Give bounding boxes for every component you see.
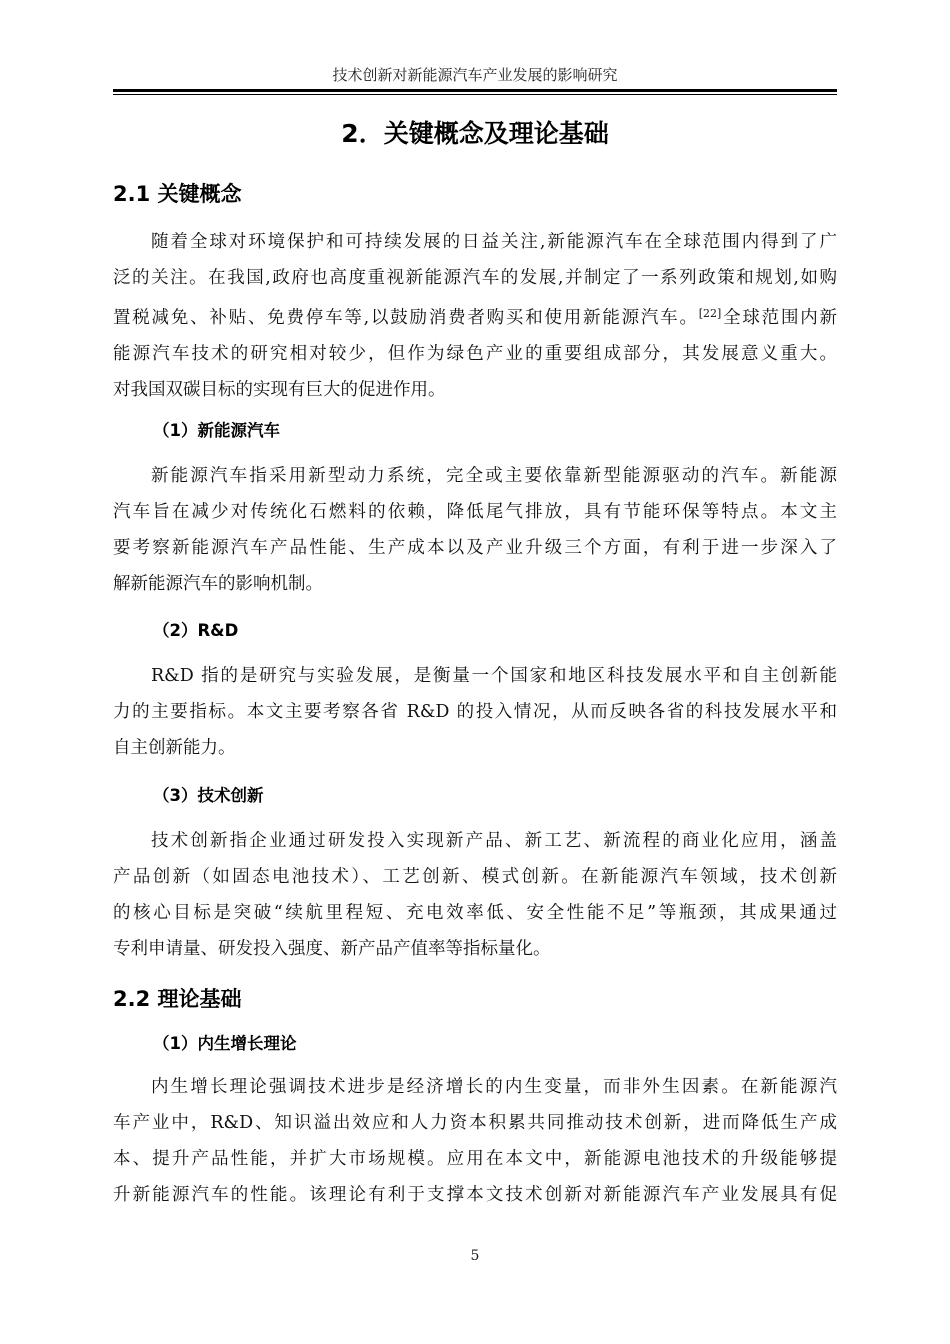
subheading-nev: （1）新能源汽车 bbox=[153, 421, 280, 440]
paragraph-line-text: 置税减免、补贴、免费停车等,以鼓励消费者购买和使用新能源汽车。 bbox=[113, 308, 699, 328]
paragraph-line: 升新能源汽车的性能。该理论有利于支撑本文技术创新对新能源汽车产业发展具有促 bbox=[113, 1185, 837, 1205]
paragraph-line: 新能源汽车指采用新型动力系统，完全或主要依靠新型能源驱动的汽车。新能源 bbox=[151, 466, 837, 486]
paragraph-line: 能源汽车技术的研究相对较少，但作为绿色产业的重要组成部分，其发展意义重大。 bbox=[113, 344, 837, 364]
paragraph-line-text: 全球范围内新 bbox=[721, 308, 838, 328]
paragraph-intro bbox=[113, 224, 837, 408]
paragraph-nev bbox=[113, 458, 837, 602]
paragraph-line: 解新能源汽车的影响机制。 bbox=[113, 574, 323, 594]
paragraph-line: 专利申请量、研发投入强度、新产品产值率等指标量化。 bbox=[113, 939, 551, 959]
paragraph-tech-innovation bbox=[113, 823, 837, 967]
paragraph-line: 要考察新能源汽车产品性能、生产成本以及产业升级三个方面，有利于进一步深入了 bbox=[113, 538, 837, 558]
paragraph-line: 对我国双碳目标的实现有巨大的促进作用。 bbox=[113, 380, 446, 400]
section-heading-2-1: 2.1 关键概念 bbox=[113, 182, 242, 206]
paragraph-line: 汽车旨在减少对传统化石燃料的依赖，降低尾气排放，具有节能环保等特点。本文主 bbox=[113, 502, 837, 522]
subheading-tech-innovation: （3）技术创新 bbox=[153, 786, 264, 805]
citation-marker: [22] bbox=[698, 307, 722, 320]
paragraph-line: 随着全球对环境保护和可持续发展的日益关注,新能源汽车在全球范围内得到了广 bbox=[151, 232, 837, 252]
subheading-endogenous-growth: （1）内生增长理论 bbox=[153, 1034, 297, 1053]
subheading-rd: （2）R&D bbox=[153, 621, 239, 640]
paragraph-line bbox=[113, 296, 837, 336]
paragraph-line: 力的主要指标。本文主要考察各省 R&D 的投入情况，从而反映各省的科技发展水平和 bbox=[113, 702, 837, 722]
section-heading-2-2: 2.2 理论基础 bbox=[113, 987, 242, 1011]
header-rule-thick bbox=[113, 89, 837, 92]
chapter-title: 2．关键概念及理论基础 bbox=[341, 119, 609, 148]
running-header: 技术创新对新能源汽车产业发展的影响研究 bbox=[332, 66, 618, 84]
paragraph-line: 自主创新能力。 bbox=[113, 738, 236, 758]
paragraph-line: 产品创新（如固态电池技术）、工艺创新、模式创新。在新能源汽车领域，技术创新 bbox=[113, 867, 837, 887]
paragraph-line: 车产业中，R&D、知识溢出效应和人力资本积累共同推动技术创新，进而降低生产成 bbox=[113, 1113, 837, 1133]
paragraph-line: 技术创新指企业通过研发投入实现新产品、新工艺、新流程的商业化应用，涵盖 bbox=[151, 831, 837, 851]
paragraph-line: 内生增长理论强调技术进步是经济增长的内生变量，而非外生因素。在新能源汽 bbox=[151, 1077, 837, 1097]
paragraph-line: 的核心目标是突破“续航里程短、充电效率低、安全性能不足”等瓶颈，其成果通过 bbox=[113, 903, 837, 923]
page-number: 5 bbox=[470, 1248, 480, 1264]
paragraph-rd bbox=[113, 658, 837, 766]
header-rule-thin bbox=[113, 94, 837, 95]
paragraph-line: R&D 指的是研究与实验发展，是衡量一个国家和地区科技发展水平和自主创新能 bbox=[151, 666, 837, 686]
paragraph-endogenous-growth bbox=[113, 1069, 837, 1213]
paragraph-line: 泛的关注。在我国,政府也高度重视新能源汽车的发展,并制定了一系列政策和规划,如购 bbox=[113, 268, 837, 288]
paragraph-line: 本、提升产品性能，并扩大市场规模。应用在本文中，新能源电池技术的升级能够提 bbox=[113, 1149, 837, 1169]
